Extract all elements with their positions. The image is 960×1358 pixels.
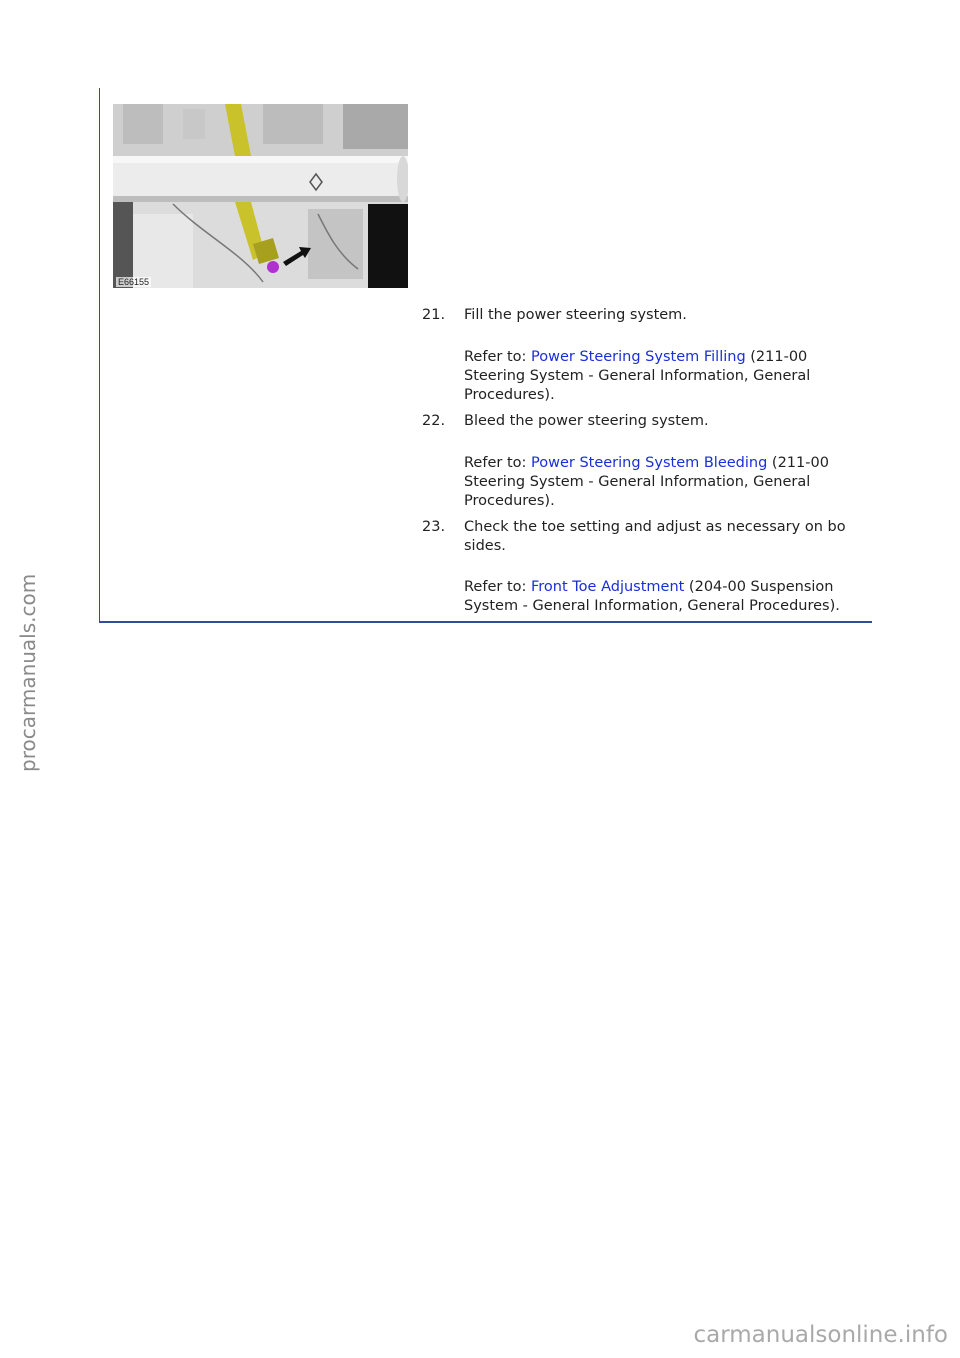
- reference-line-2: System - General Information, General Procedures).: [464, 598, 840, 614]
- step-number: 21.: [422, 307, 446, 323]
- power-steering-bleeding-link[interactable]: Power Steering System Bleeding: [531, 455, 768, 471]
- step-number: 23.: [422, 519, 446, 535]
- front-toe-adjustment-link[interactable]: Front Toe Adjustment: [531, 579, 685, 595]
- step-text-line-2: sides.: [464, 538, 506, 554]
- power-steering-filling-link[interactable]: Power Steering System Filling: [531, 349, 746, 365]
- reference-line-2: Steering System - General Information, General: [464, 474, 811, 490]
- reference-prefix: Refer to:: [464, 579, 531, 595]
- reference-line-2: Steering System - General Information, General: [464, 368, 811, 384]
- reference-suffix: (204-00 Suspension: [684, 579, 834, 595]
- figure-id-label: E66155: [118, 277, 150, 287]
- reference-prefix: Refer to:: [464, 349, 531, 365]
- step-text-line-1: Check the toe setting and adjust as necessary on bo: [464, 519, 846, 535]
- step-number: 22.: [422, 413, 446, 429]
- side-watermark: procarmanuals.com: [16, 573, 40, 772]
- step-text: Bleed the power steering system.: [464, 413, 709, 429]
- procedure-illustration: [113, 104, 408, 288]
- step-22-reference: [464, 454, 874, 511]
- reference-line-1: [464, 578, 874, 597]
- reference-line-3: Procedures).: [464, 387, 555, 403]
- reference-suffix: (211-00: [767, 455, 829, 471]
- step-21-reference: [464, 348, 874, 405]
- section-frame-bottom-rule: [99, 621, 872, 623]
- reference-prefix: Refer to:: [464, 455, 531, 471]
- bottom-watermark: carmanualsonline.info: [693, 1322, 948, 1348]
- section-frame-left-rule: [99, 88, 100, 622]
- reference-line-3: Procedures).: [464, 493, 555, 509]
- reference-suffix: (211-00: [745, 349, 808, 365]
- step-text: Fill the power steering system.: [464, 307, 687, 323]
- step-23-reference: [464, 578, 874, 616]
- reference-line-1: [464, 348, 874, 367]
- reference-line-1: [464, 454, 874, 473]
